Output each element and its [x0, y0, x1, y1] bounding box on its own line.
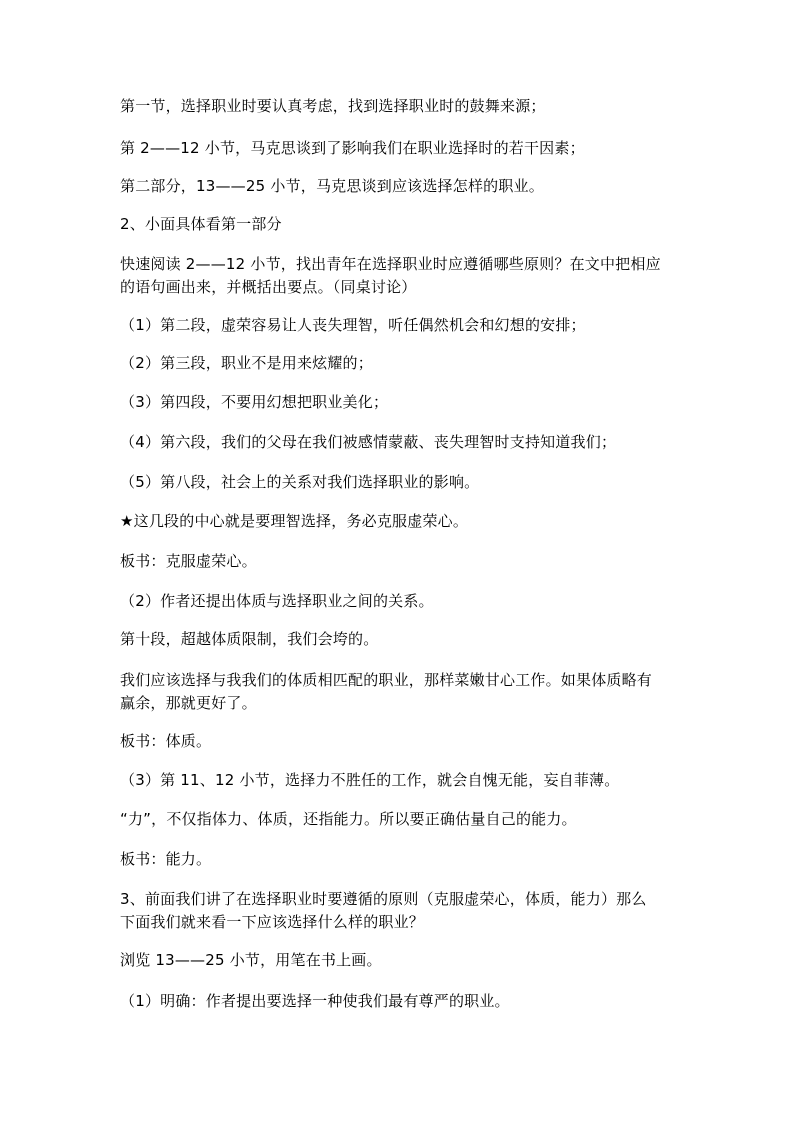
paragraph-browse: 浏览 13——25 小节，用笔在书上画。: [120, 951, 382, 969]
paragraph-4-line-1: 快速阅读 2——12 小节，找出青年在选择职业时应遵循哪些原则？在文中把相应: [120, 255, 661, 273]
paragraph-2: 第 2——12 小节，马克思谈到了影响我们在职业选择时的若干因素；: [120, 139, 585, 157]
paragraph-ability-explain: “力”，不仅指体力、体质，还指能力。所以要正确估量自己的能力。: [120, 810, 577, 828]
star-summary: ★这几段的中心就是要理智选择，务必克服虚荣心。: [120, 512, 469, 530]
list-item-ability: （3）第 11、12 小节，选择力不胜任的工作，就会自愧无能，妄自菲薄。: [120, 771, 620, 789]
paragraph-choose-line-1: 我们应该选择与我我们的体质相匹配的职业，那样菜嫩甘心工作。如果体质略有: [120, 671, 653, 689]
paragraph-3: 第二部分，13——25 小节，马克思谈到应该选择怎样的职业。: [120, 177, 544, 195]
paragraph-tenth: 第十段，超越体质限制，我们会垮的。: [120, 630, 379, 648]
section-heading-2: 2、小面具体看第一部分: [120, 215, 282, 233]
paragraph-choose-line-2: 赢余，那就更好了。: [120, 694, 257, 712]
list-item-physique: （2）作者还提出体质与选择职业之间的关系。: [120, 592, 434, 610]
section-heading-3-line-1: 3、前面我们讲了在选择职业时要遵循的原则（克服虚荣心，体质，能力）那么: [120, 890, 647, 908]
blackboard-note-1: 板书：克服虚荣心。: [120, 552, 257, 570]
list-item-3: （3）第四段，不要用幻想把职业美化；: [120, 393, 389, 411]
blackboard-note-3: 板书：能力。: [120, 850, 212, 868]
paragraph-4-line-2: 的语句画出来，并概括出要点。（同桌讨论）: [120, 278, 417, 296]
section-heading-3-line-2: 下面我们就来看一下应该选择什么样的职业？: [120, 913, 425, 931]
list-item-4: （4）第六段，我们的父母在我们被感情蒙蔽、丧失理智时支持知道我们；: [120, 433, 617, 451]
blackboard-note-2: 板书：体质。: [120, 732, 212, 750]
list-item-dignity: （1）明确：作者提出要选择一种使我们最有尊严的职业。: [120, 992, 510, 1010]
list-item-2: （2）第三段，职业不是用来炫耀的；: [120, 354, 373, 372]
list-item-5: （5）第八段，社会上的关系对我们选择职业的影响。: [120, 473, 480, 491]
paragraph-1: 第一节，选择职业时要认真考虑，找到选择职业时的鼓舞来源；: [120, 97, 546, 115]
list-item-1: （1）第二段，虚荣容易让人丧失理智，听任偶然机会和幻想的安排；: [120, 316, 586, 334]
